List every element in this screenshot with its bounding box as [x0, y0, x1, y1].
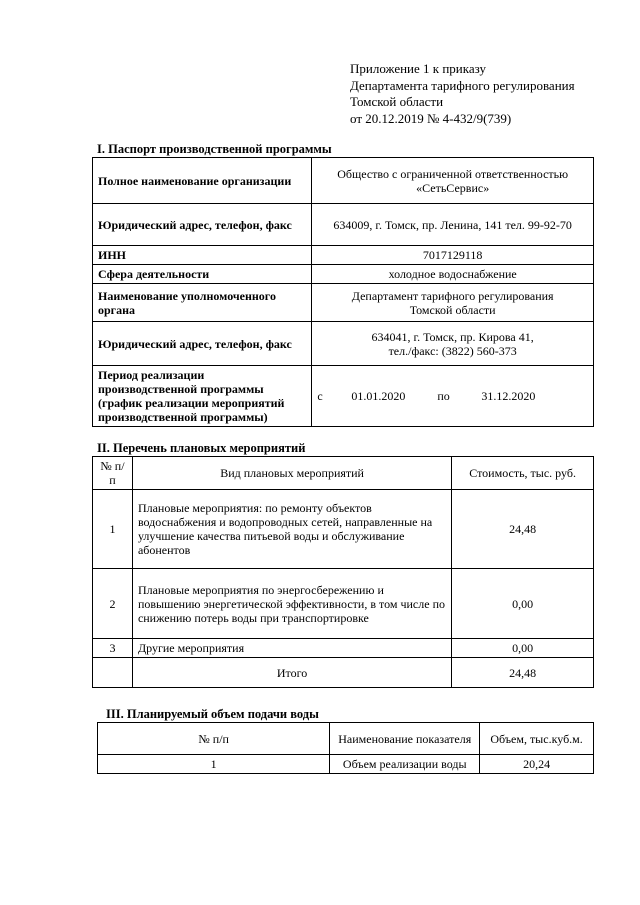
sphere-label: Сфера деятельности: [93, 265, 312, 284]
header-indicator: Наименование показателя: [330, 723, 480, 755]
row-num: 1: [98, 755, 330, 774]
section2-title: II. Перечень плановых мероприятий: [97, 441, 306, 455]
section3-title: III. Планируемый объем подачи воды: [106, 707, 319, 721]
appendix-line: Приложение 1 к приказу: [350, 61, 487, 76]
period-from-date: 01.01.2020: [351, 389, 406, 403]
appendix-line: Департамента тарифного регулирования: [350, 77, 575, 93]
period-value: [312, 366, 594, 427]
row-cost: 24,48: [452, 490, 594, 569]
row-kind: Другие мероприятия: [132, 639, 451, 658]
authority-address-line: 634041, г. Томск, пр. Кирова 41,: [371, 329, 534, 344]
row-kind: Плановые мероприятия по энергосбережению и повышению энергетической эффективности, в том числе по снижению потерь воды при транспортировке: [132, 569, 451, 639]
authority-value-line: Томской области: [409, 302, 496, 317]
row-num: 2: [93, 569, 133, 639]
period-to-word: по: [437, 389, 450, 403]
row-num: 1: [93, 490, 133, 569]
table-row: [93, 158, 594, 204]
sphere-value: холодное водоснабжение: [312, 265, 594, 284]
authority-address-line: тел./факс: (3822) 560-373: [388, 343, 517, 358]
row-cost: 0,00: [452, 639, 594, 658]
row-num: 3: [93, 639, 133, 658]
total-empty-cell: [93, 658, 133, 688]
appendix-line: Томской области: [350, 94, 444, 109]
authority-value: [312, 284, 594, 322]
header-num: № п/п: [98, 723, 330, 755]
period-to-date: 31.12.2020: [481, 389, 536, 403]
row-volume: 20,24: [480, 755, 594, 774]
inn-value: 7017129118: [312, 246, 594, 265]
header-num: № п/п: [93, 457, 133, 490]
table-row: [93, 322, 594, 366]
authority-label: Наименование уполномоченного органа: [93, 284, 312, 322]
section1-title: I. Паспорт производственной программы: [97, 142, 332, 156]
passport-table: [92, 157, 594, 427]
authority-address-value: [312, 322, 594, 366]
row-cost: 0,00: [452, 569, 594, 639]
table-row: [93, 204, 594, 246]
org-value-line: Общество с ограниченной ответственностью: [337, 166, 569, 181]
table-row: [93, 658, 594, 688]
address-value: 634009, г. Томск, пр. Ленина, 141 тел. 99-92-70: [312, 204, 594, 246]
header-kind: Вид плановых мероприятий: [132, 457, 451, 490]
period-range: [317, 389, 588, 403]
table-row: [93, 265, 594, 284]
appendix-line: от 20.12.2019 № 4-432/9(739): [350, 110, 512, 126]
address-label: Юридический адрес, телефон, факс: [93, 204, 312, 246]
authority-value-line: Департамент тарифного регулирования: [351, 288, 554, 303]
header-volume: Объем, тыс.куб.м.: [480, 723, 594, 755]
row-kind: Плановые мероприятия: по ремонту объектов водоснабжения и водопроводных сетей, направленные на улучшение качества питьевой воды и обслуживание абонентов: [132, 490, 451, 569]
total-label: Итого: [132, 658, 451, 688]
table-row: [93, 639, 594, 658]
period-label: Период реализации производственной программы (график реализации мероприятий производственной программы): [93, 366, 312, 427]
period-from-word: с: [317, 389, 323, 403]
inn-label: ИНН: [93, 246, 312, 265]
volume-table: [97, 722, 594, 774]
table-row: [98, 755, 594, 774]
org-value-line: «СетьСервис»: [416, 180, 490, 195]
activities-table: [92, 456, 594, 688]
appendix-header: [350, 61, 575, 127]
total-value: 24,48: [452, 658, 594, 688]
table-row: [93, 569, 594, 639]
table-row: [93, 490, 594, 569]
header-cost: Стоимость, тыс. руб.: [452, 457, 594, 490]
org-value: [312, 158, 594, 204]
org-label: Полное наименование организации: [93, 158, 312, 204]
row-indicator: Объем реализации воды: [330, 755, 480, 774]
table-row: [98, 723, 594, 755]
authority-address-label: Юридический адрес, телефон, факс: [93, 322, 312, 366]
table-row: [93, 284, 594, 322]
table-row: [93, 457, 594, 490]
table-row: [93, 366, 594, 427]
table-row: [93, 246, 594, 265]
